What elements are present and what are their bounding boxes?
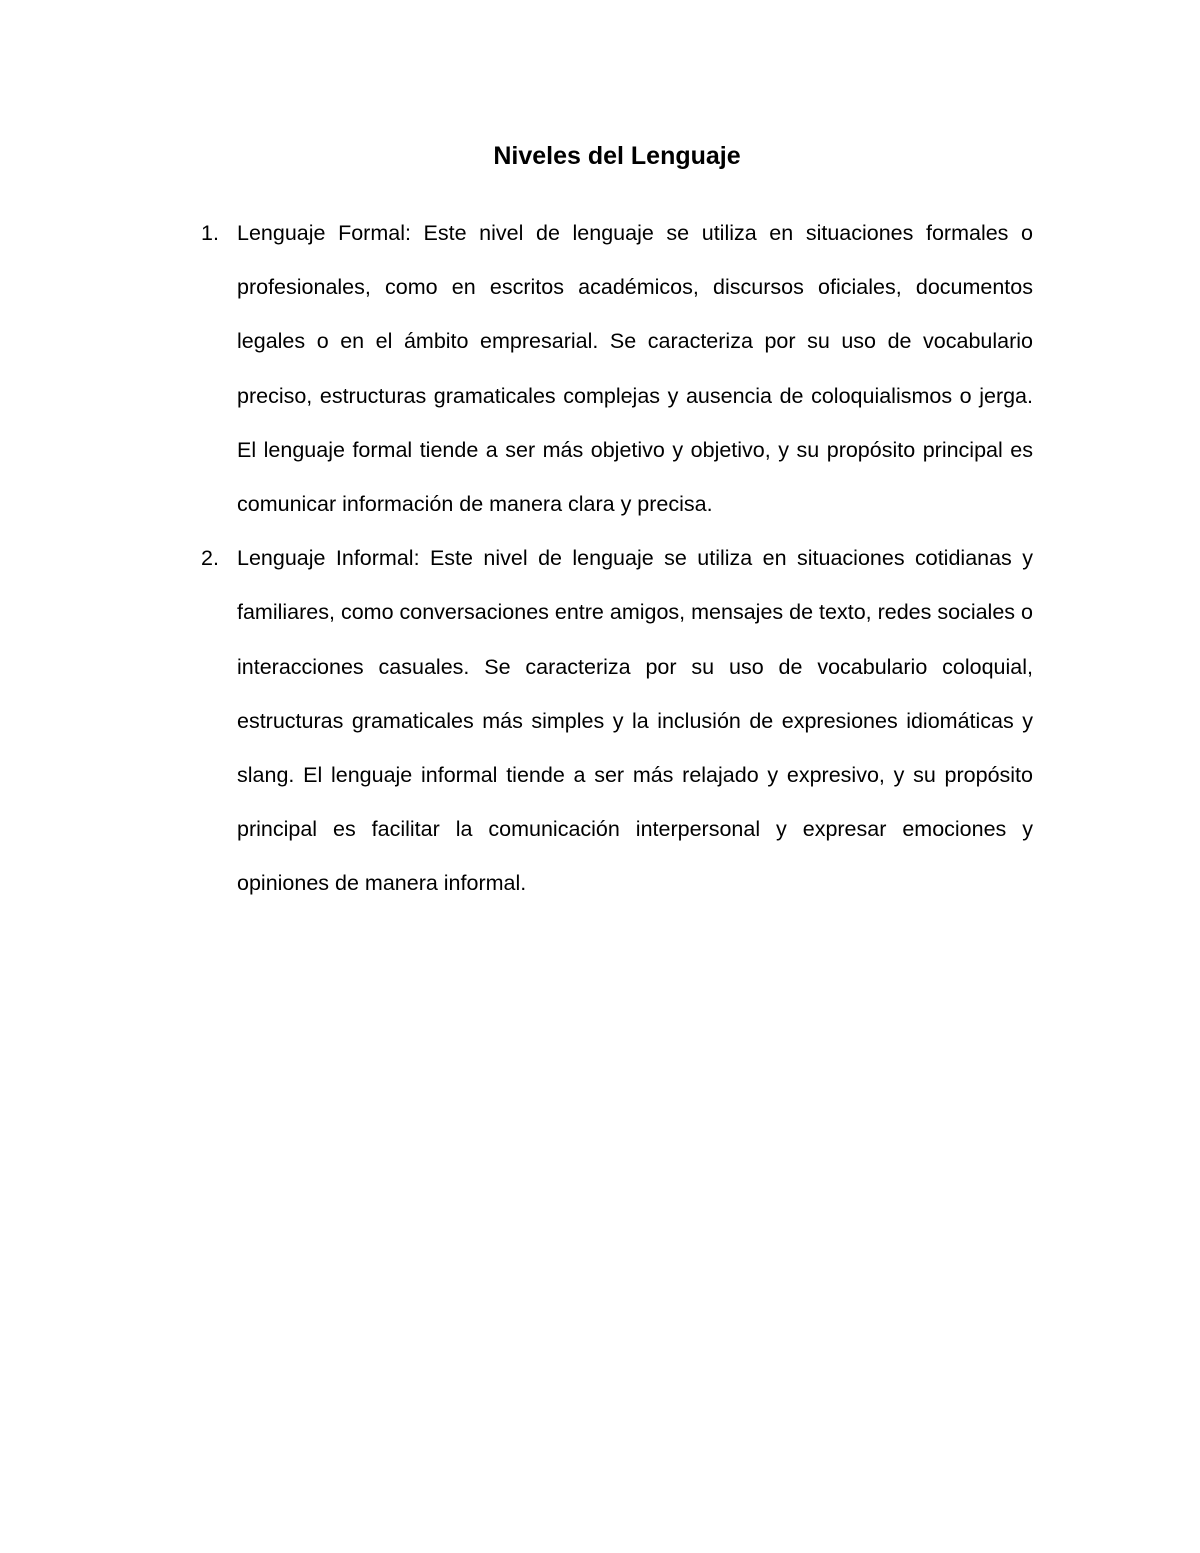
list-marker: 2. — [201, 546, 219, 571]
list-item-formal — [201, 206, 1033, 531]
list-item-text: Lenguaje Formal: Este nivel de lenguaje se utiliza en situaciones formales o profesionales, como en escritos académicos, discursos oficiales, documentos legales o en el ámbito empresarial. Se caracteriza por su uso de vocabulario preciso, estructuras gramaticales complejas y ausencia de coloquialismos o jerga. El lenguaje formal tiende a ser más objetivo y objetivo, y su propósito principal es comunicar información de manera clara y precisa. — [237, 221, 1033, 517]
list-item-text: Lenguaje Informal: Este nivel de lenguaje se utiliza en situaciones cotidianas y familiares, como conversaciones entre amigos, mensajes de texto, redes sociales o interacciones casuales. Se caracteriza por su uso de vocabulario coloquial, estructuras gramaticales más simples y la inclusión de expresiones idiomáticas y slang. El lenguaje informal tiende a ser más relajado y expresivo, y su propósito principal es facilitar la comunicación interpersonal y expresar emociones y opiniones de manera informal. — [237, 546, 1033, 896]
list-marker: 1. — [201, 221, 219, 245]
page-title: Niveles del Lenguaje — [493, 142, 741, 170]
levels-list — [201, 206, 1033, 911]
list-item-informal — [201, 531, 1033, 910]
